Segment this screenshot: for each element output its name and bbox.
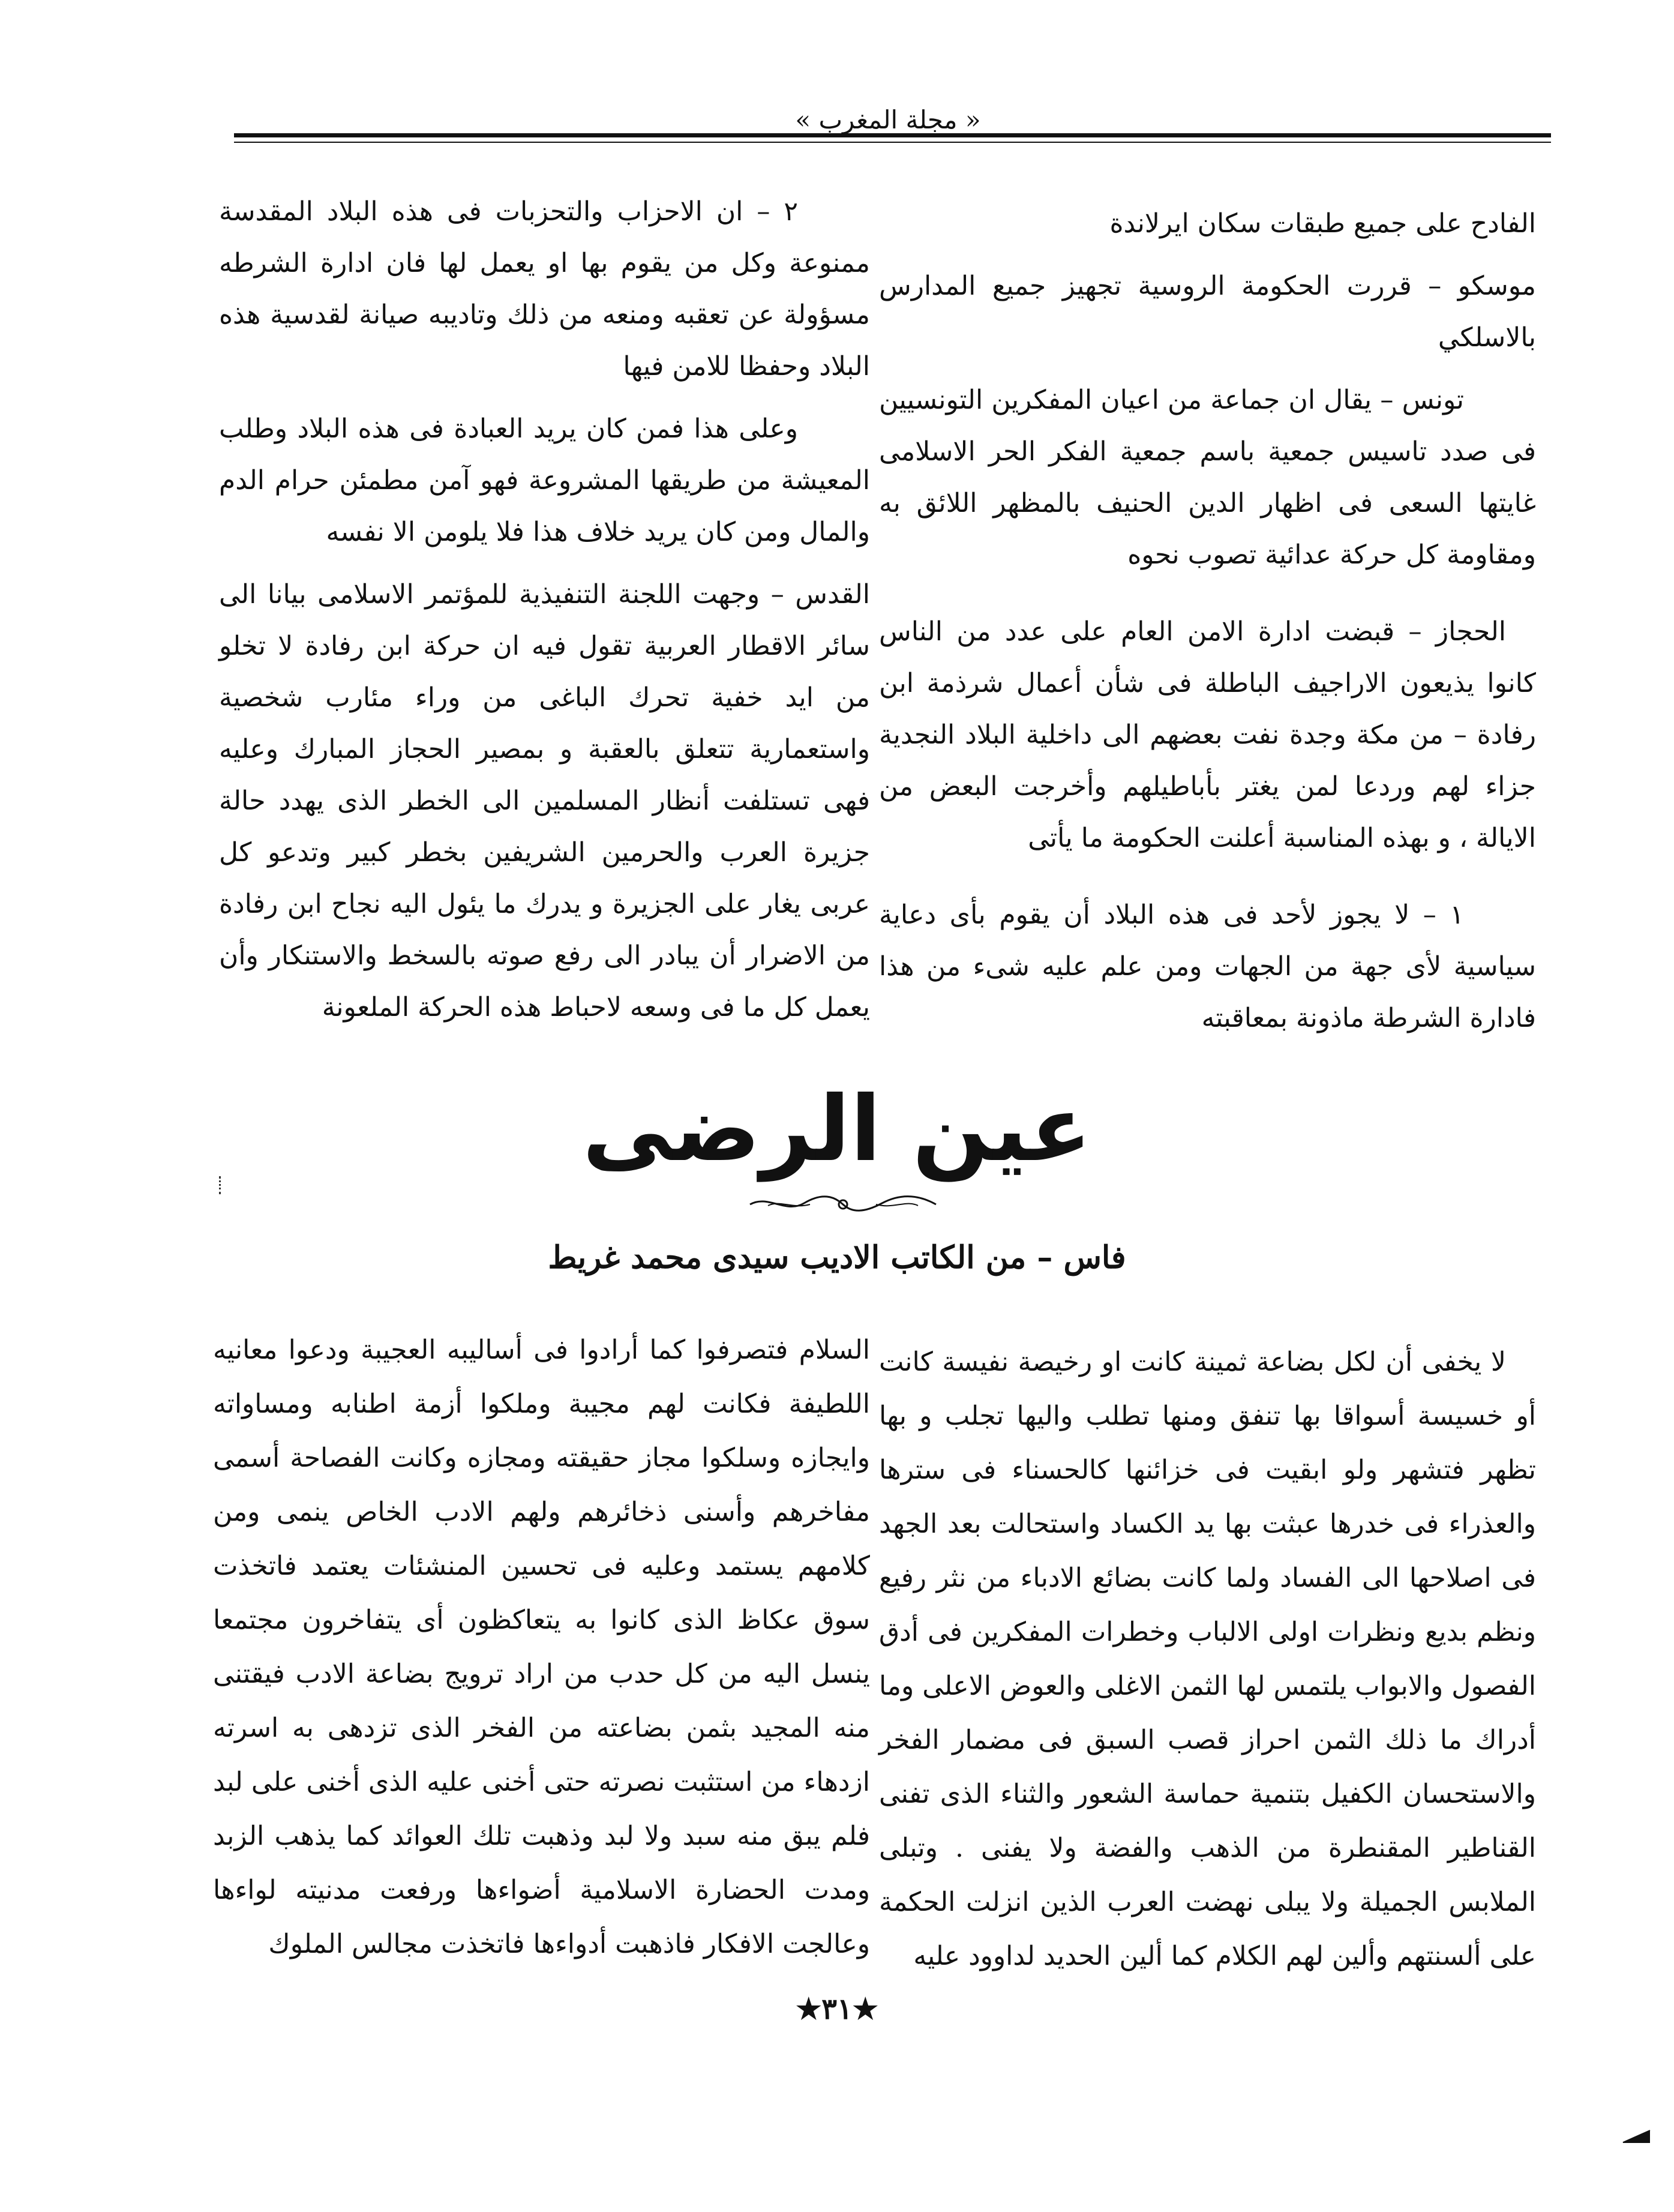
news-column-left (219, 186, 870, 1059)
page-number: ★٣١★ (796, 1992, 878, 2026)
news-item: ١ – لا يجوز لأحد فى هذه البلاد أن يقوم بأى دعاية سياسية لأى جهة من الجهات ومن علم عليه شىء من هذا فادارة الشرطة ماذونة بمعاقبته (879, 900, 1536, 1033)
news-column-right (879, 198, 1536, 1069)
margin-mark (219, 1176, 224, 1194)
news-item: تونس – يقال ان جماعة من اعيان المفكرين التونسيين فى صدد تاسيس جمعية باسم جمعية الفكر الحر الاسلامى غايتها السعى فى اظهار الدين الحنيف بالمظهر اللائق به ومقاومة كل حركة عدائية تصوب نحوه (879, 385, 1536, 570)
title-ornament-icon (744, 1191, 942, 1215)
article-column-left (213, 1323, 870, 1971)
article-byline: فاس – من الكاتب الاديب سيدى محمد غريط (548, 1239, 1126, 1276)
article-paragraph: السلام فتصرفوا كما أرادوا فى أساليبه العجيبة ودعوا معانيه اللطيفة فكانت لهم مجيبة وملكوا أزمة اطنابه ومساواته وايجازه وسلكوا مجاز حقيقته ومجازه وكانت الفصاحة أسمى مفاخرهم وأسنى ذخائرهم ولهم الادب الخاص ينمى ومن كلامهم يستمد وعليه فى تحسين المنشئات يعتمد فاتخذت سوق عكاظ الذى كانوا به يتعاكظون أى يتفاخرون مجتمعا ينسل اليه من كل حدب من اراد ترويج بضاعة الادب فيقتنى منه المجيد بثمن بضاعته من الفخر الذى تزدهى به اسرته ازدهاء من استثبت نصرته حتى أخنى عليه الذى أخنى على لبد فلم يبق منه سبد ولا لبد وذهبت تلك العوائد كما يذهب الزبد ومدت الحضارة الاسلامية أضواءها ورفعت مدنيته لواءها وعالجت الافكار فاذهبت أدواءها فاتخذت مجالس الملوك (213, 1335, 870, 1959)
news-item: موسكو – قررت الحكومة الروسية تجهيز جميع المدارس بالاسلكي (879, 271, 1536, 353)
news-item: وعلى هذا فمن كان يريد العبادة فى هذه البلاد وطلب المعيشة من طريقها المشروعة فهو آمن مطمئن حرام الدم والمال ومن كان يريد خلاف هذا فلا يلومن الا نفسه (219, 413, 870, 547)
news-item: الحجاز – قبضت ادارة الامن العام على عدد من الناس كانوا يذيعون الاراجيف الباطلة فى شأن أعمال شرذمة ابن رفادة – من مكة وجدة نفت بعضهم الى داخلية البلاد النجدية جزاء لهم وردعا لمن يغتر بأباطيلهم وأخرجت البعض من الايالة ، و بهذه المناسبة أعلنت الحكومة ما يأتى (879, 616, 1536, 853)
article-title: عين الرضى (582, 1077, 1092, 1182)
article-column-right (879, 1335, 1536, 1983)
news-item: القدس – وجهت اللجنة التنفيذية للمؤتمر الاسلامى بيانا الى سائر الاقطار العربية تقول فيه ان حركة ابن رفادة لا تخلو من ايد خفية تحرك الباغى من وراء مئارب شخصية واستعمارية تتعلق بالعقبة و بمصير الحجاز المبارك وعليه فهى تستلفت أنظار المسلمين الى الخطر الذى يهدد حالة جزيرة العرب والحرمين الشريفين بخطر كبير وتدعو كل عربى يغار على الجزيرة و يدرك ما يئول اليه نجاح ابن رفادة من الاضرار أن يبادر الى رفع صوته بالسخط والاستنكار وأن يعمل كل ما فى وسعه لاحباط هذه الحركة الملعونة (219, 579, 870, 1023)
header-rule (234, 133, 1551, 137)
corner-mark-icon (1617, 2127, 1653, 2145)
news-item: الفادح على جميع طبقات سكان ايرلاندة (1109, 208, 1536, 239)
news-item: ٢ – ان الاحزاب والتحزبات فى هذه البلاد المقدسة ممنوعة وكل من يقوم بها او يعمل لها فان ادارة الشرطه مسؤولة عن تعقبه ومنعه من ذلك وتاديبه صيانة لقدسية هذه البلاد وحفظا للامن فيها (219, 196, 871, 382)
running-head: « مجلة المغرب » (795, 105, 981, 134)
header-rule-thin (234, 142, 1551, 143)
article-paragraph: لا يخفى أن لكل بضاعة ثمينة كانت او رخيصة نفيسة كانت أو خسيسة أسواقا بها تنفق ومنها تطلب واليها تجلب و بها تظهر فتشهر ولو ابقيت فى خزائنها كالحسناء فى سترها والعذراء فى خدرها عبثت بها يد الكساد واستحالت بعد الجهد فى اصلاحها الى الفساد ولما كانت بضائع الادباء من نثر رفيع ونظم بديع ونظرات اولى الالباب وخطرات المفكرين فى أدق الفصول والابواب يلتمس لها الثمن الاغلى والعوض الاعلى وما أدراك ما ذلك الثمن احراز قصب السبق فى مضمار الفخر والاستحسان الكفيل بتنمية حماسة الشعور والثناء الذى تفنى القناطير المقنطرة من الذهب والفضة ولا يفنى . وتبلى الملابس الجميلة ولا يبلى نهضت العرب الذين انزلت الحكمة على ألسنتهم وألين لهم الكلام كما ألين الحديد لداوود عليه (878, 1347, 1537, 1971)
